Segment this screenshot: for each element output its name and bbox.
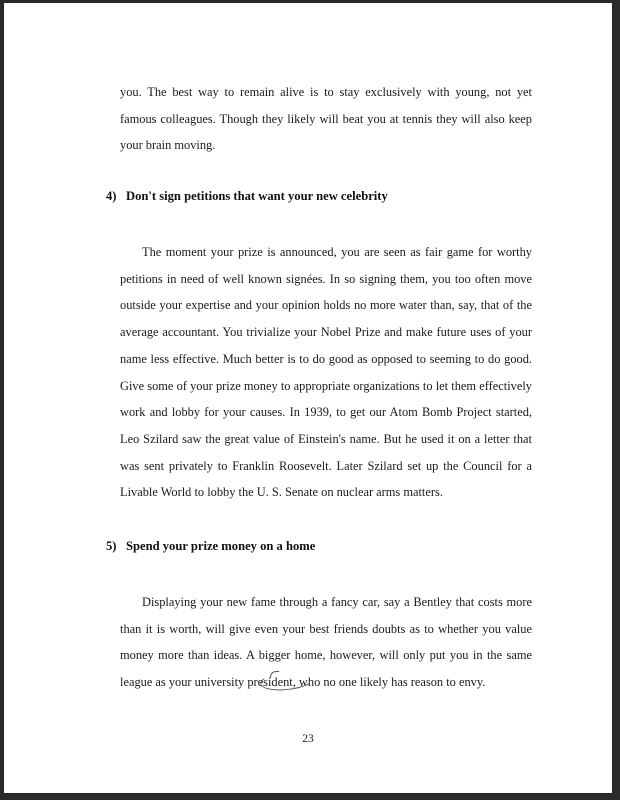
section-4-title: Don't sign petitions that want your new celebrity [126, 189, 388, 203]
section-4-number: 4) [106, 189, 117, 203]
section-4-body: The moment your prize is announced, you are seen as fair game for worthy petitions in need of well known signées. In so signing them, you too often move outside your expertise and your opinion holds no more water than, say, that of the average accountant. You trivialize your Nobel Prize and make future uses of your name less effective. Much better is to do good as opposed to seeming to do good. Give some of your prize money to appropriate organizations to let them effectively work and lobby for your causes. In 1939, to get our Atom Bomb Project started, Leo Szilard saw the great value of Einstein's name. But he used it on a letter that was sent privately to Franklin Roosevelt. Later Szilard set up the Council for a Livable World to lobby the U. S. Senate on nuclear arms matters. [120, 245, 532, 500]
paragraph-intro: you. The best way to remain alive is to stay exclusively with young, not yet famous colleagues. Though they likely will beat you at tennis they will also keep your brain moving. [120, 85, 532, 153]
section-5-number: 5) [106, 539, 117, 553]
section-5-title: Spend your prize money on a home [126, 539, 316, 553]
page-number: 23 [302, 733, 314, 745]
section-4-heading [106, 189, 388, 204]
section-5-heading [106, 539, 315, 554]
document-page [4, 3, 612, 793]
handwritten-insertion-hook [270, 671, 279, 678]
section-5-body: Displaying your new fame through a fancy car, say a Bentley that costs more than it is worth, will give even your best friends doubts as to whether you value money more than ideas. A bigger home, however, will only put you in the same league as your university president, who no one likely has reason to envy. [120, 595, 532, 690]
